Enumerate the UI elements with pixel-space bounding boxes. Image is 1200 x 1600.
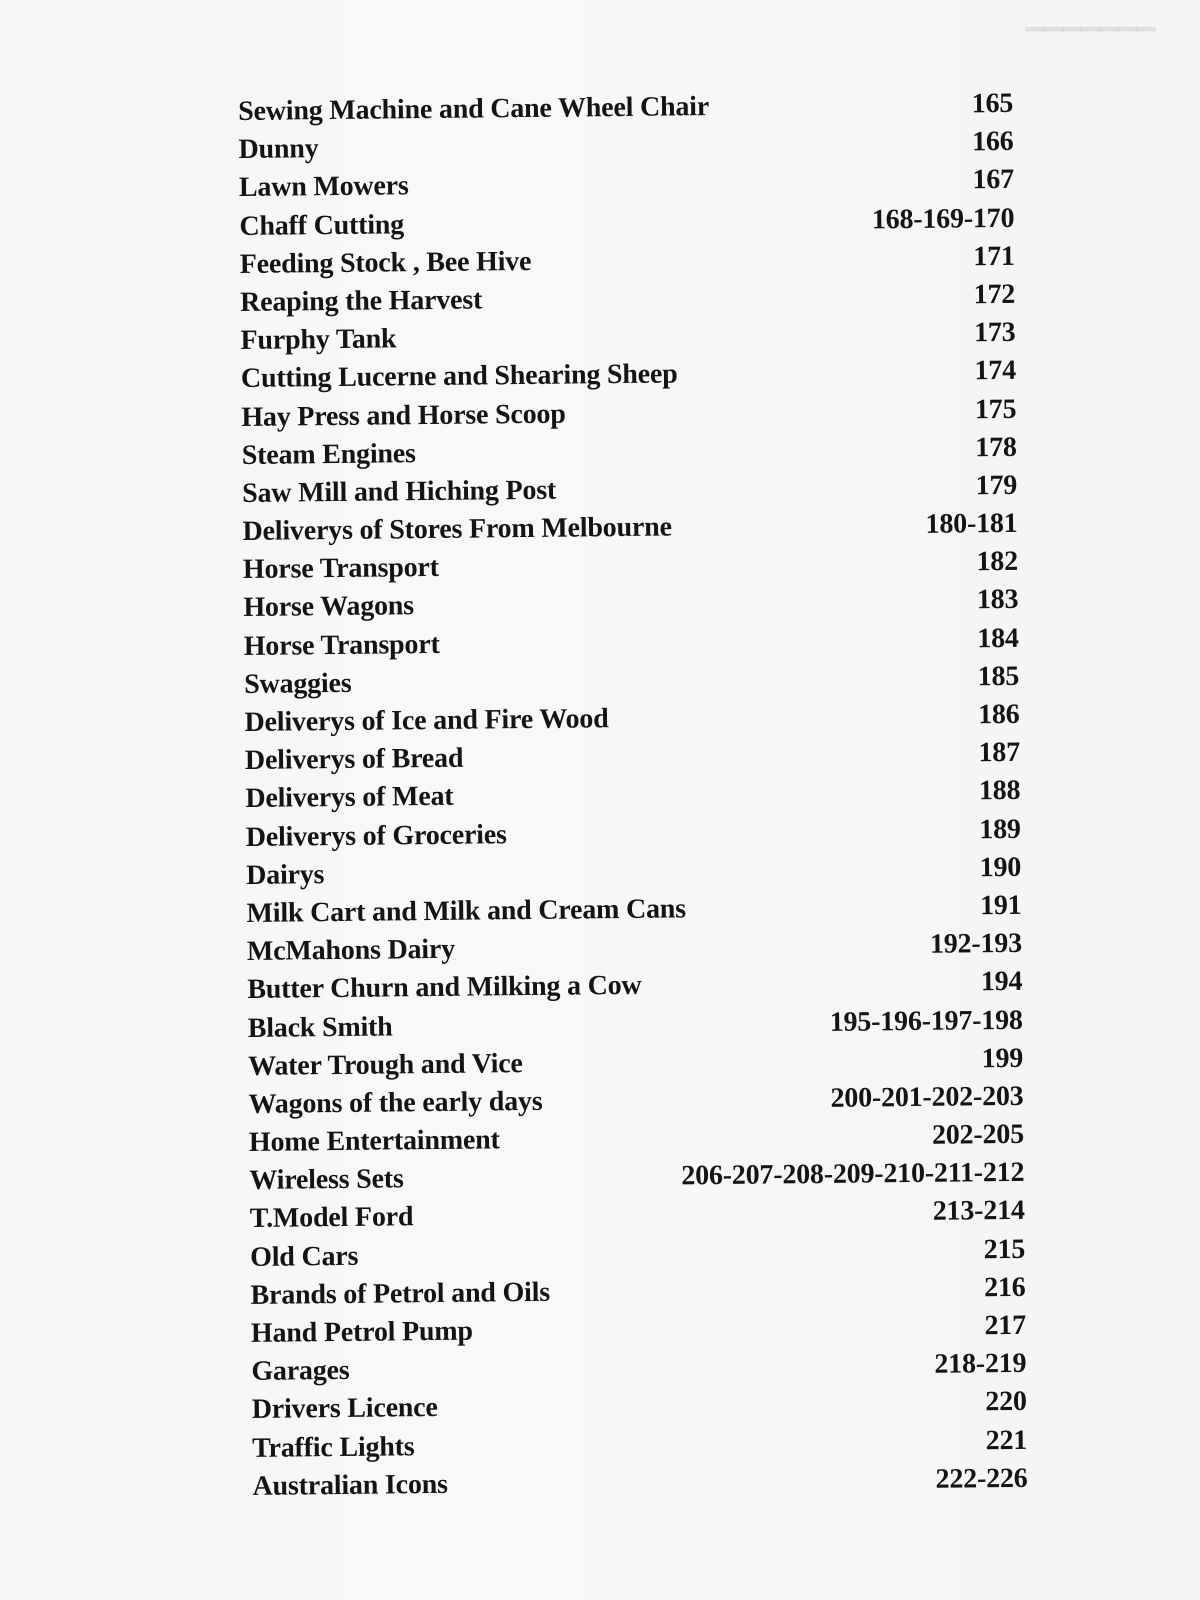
- toc-entry-pages: 184: [977, 622, 1019, 654]
- toc-entry-title: Horse Transport: [243, 628, 440, 662]
- toc-entry-pages: 190: [979, 851, 1022, 884]
- toc-entry-title: Lawn Mowers: [238, 170, 409, 204]
- toc-entry-title: Wagons of the early days: [248, 1085, 543, 1120]
- toc-entry-title: Swaggies: [243, 667, 352, 700]
- toc-entry-pages: 213-214: [932, 1195, 1025, 1228]
- toc-entry-pages: 175: [974, 393, 1017, 425]
- toc-entry-pages: 195-196-197-198: [829, 1004, 1023, 1038]
- toc-entry-title: Old Cars: [249, 1240, 359, 1273]
- toc-entry-title: Deliverys of Ice and Fire Wood: [244, 703, 609, 738]
- toc-entry-pages: 180-181: [925, 507, 1018, 540]
- toc-entry-pages: 172: [973, 278, 1016, 311]
- toc-entry-pages: 183: [976, 584, 1019, 616]
- toc-entry-title: Deliverys of Meat: [245, 781, 454, 815]
- toc-entry-pages: 202-205: [931, 1118, 1025, 1151]
- toc-entry-title: Dairys: [245, 858, 325, 891]
- toc-entry-pages: 165: [971, 87, 1014, 120]
- toc-entry-pages: 167: [972, 164, 1015, 196]
- toc-entry-title: Deliverys of Groceries: [245, 818, 507, 853]
- toc-entry-pages: 178: [975, 431, 1017, 463]
- toc-entry-pages: 222-226: [935, 1462, 1028, 1495]
- toc-entry-title: Traffic Lights: [251, 1430, 415, 1464]
- toc-entry-pages: 217: [984, 1309, 1027, 1342]
- toc-entry-pages: 191: [979, 889, 1022, 922]
- toc-entry-title: Australian Icons: [252, 1468, 448, 1502]
- toc-row: [252, 1463, 1027, 1509]
- toc-entry-title: Wireless Sets: [249, 1163, 404, 1197]
- toc-entry-title: Saw Mill and Hiching Post: [241, 474, 557, 509]
- toc-entry-pages: 185: [977, 660, 1020, 693]
- toc-entry-title: Feeding Stock , Bee Hive: [239, 245, 532, 280]
- toc-entry-title: Chaff Cutting: [239, 208, 405, 242]
- toc-entry-pages: 218-219: [934, 1348, 1027, 1380]
- toc-entry-pages: 187: [978, 737, 1021, 769]
- toc-entry-title: T.Model Ford: [249, 1201, 414, 1235]
- toc-entry-pages: 221: [985, 1424, 1028, 1456]
- toc-entry-pages: 166: [971, 126, 1014, 158]
- toc-entry-title: Black Smith: [247, 1010, 393, 1044]
- toc-entry-pages: 194: [980, 966, 1023, 998]
- toc-entry-title: Deliverys of Bread: [244, 742, 464, 777]
- toc-entry-title: Hand Petrol Pump: [250, 1315, 473, 1349]
- toc-entry-title: Deliverys of Stores From Melbourne: [242, 511, 672, 548]
- toc-entry-pages: 174: [974, 355, 1017, 387]
- toc-entry-title: Reaping the Harvest: [239, 284, 483, 318]
- toc-entry-pages: 186: [977, 698, 1020, 731]
- toc-entry-pages: 168-169-170: [871, 202, 1015, 235]
- toc-entry-pages: 199: [981, 1042, 1024, 1074]
- toc-entry-pages: 179: [975, 469, 1018, 502]
- toc-entry-title: McMahons Dairy: [246, 933, 456, 968]
- toc-entry-pages: 200-201-202-203: [830, 1080, 1024, 1114]
- toc-entry-pages: 182: [976, 546, 1019, 578]
- toc-entry-title: Horse Transport: [242, 552, 439, 586]
- toc-entry-title: Milk Cart and Milk and Cream Cans: [246, 893, 687, 929]
- toc-entry-title: Horse Wagons: [243, 590, 415, 624]
- toc-entry-title: Furphy Tank: [240, 323, 397, 357]
- toc-entry-title: Sewing Machine and Cane Wheel Chair: [238, 91, 710, 127]
- toc-entry-title: Cutting Lucerne and Shearing Sheep: [240, 358, 678, 395]
- toc-entry-title: Hay Press and Horse Scoop: [241, 398, 566, 433]
- toc-entry-title: Dunny: [238, 133, 319, 166]
- toc-entry-pages: 188: [978, 775, 1021, 807]
- toc-entry-pages: 171: [973, 240, 1015, 273]
- toc-entry-pages: 192-193: [929, 927, 1023, 960]
- toc-entry-title: Water Trough and Vice: [247, 1047, 523, 1082]
- toc-entry-pages: 189: [979, 813, 1021, 845]
- toc-entry-title: Home Entertainment: [248, 1124, 500, 1159]
- toc-entry-title: Drivers Licence: [251, 1392, 438, 1426]
- table-of-contents: [238, 88, 1028, 1509]
- toc-entry-title: Steam Engines: [241, 437, 416, 471]
- toc-entry-title: Garages: [251, 1355, 350, 1388]
- toc-entry-title: Butter Churn and Milking a Cow: [247, 970, 642, 1006]
- bleed-through-texture: ▁▁▁▁▁▁▁: [1025, 5, 1155, 31]
- toc-entry-pages: 173: [973, 316, 1016, 349]
- toc-entry-title: Brands of Petrol and Oils: [250, 1276, 551, 1311]
- toc-entry-pages: 206-207-208-209-210-211-212: [681, 1157, 1025, 1192]
- toc-entry-pages: 215: [983, 1233, 1026, 1265]
- toc-entry-pages: 216: [983, 1271, 1026, 1304]
- toc-entry-pages: 220: [985, 1386, 1027, 1418]
